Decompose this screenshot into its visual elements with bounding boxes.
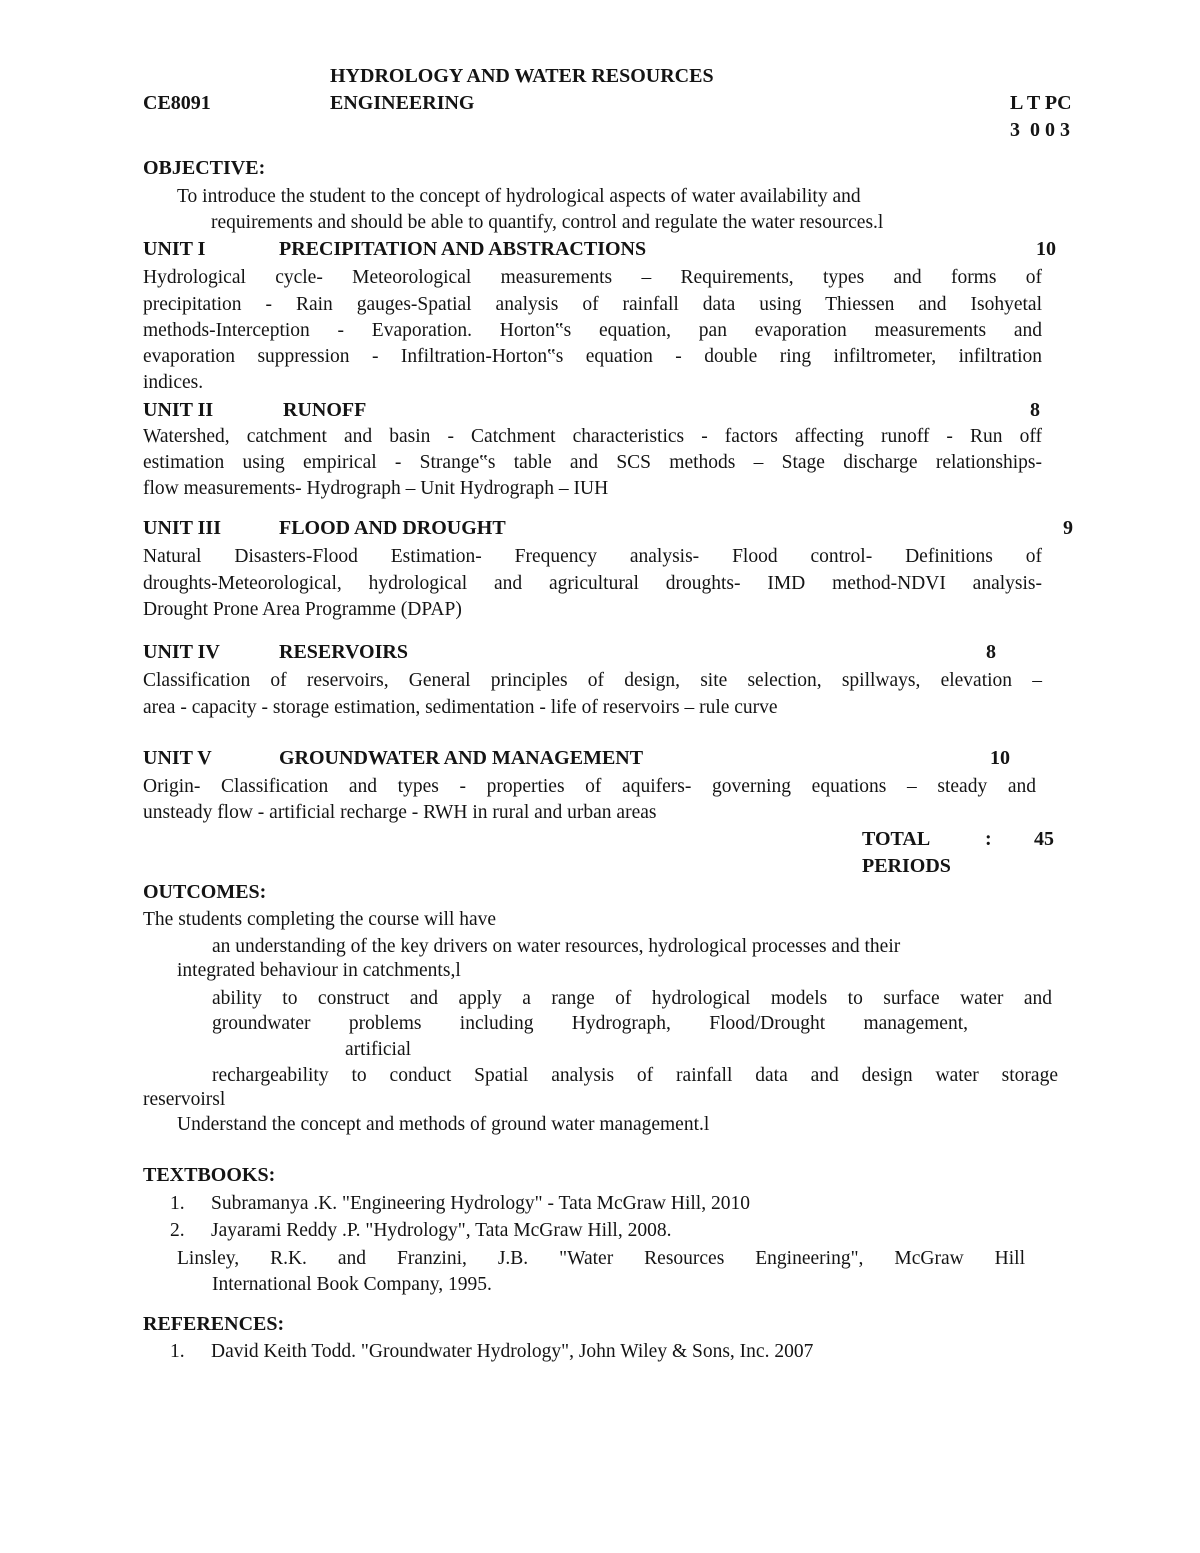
unit-text-line: precipitation - Rain gauges-Spatial analysis of rainfall data using Thiessen and Isohyetal: [143, 294, 1042, 315]
course-title-line1: HYDROLOGY AND WATER RESOURCES: [330, 65, 714, 87]
outcome-line: reservoirsl: [143, 1089, 226, 1110]
outcomes-heading: OUTCOMES:: [143, 881, 267, 903]
unit-text-line: Hydrological cycle- Meteorological measurements – Requirements, types and forms of: [143, 267, 1042, 288]
total-colon: :: [985, 828, 992, 850]
unit-text-line: flow measurements- Hydrograph – Unit Hydrograph – IUH: [143, 478, 609, 499]
textbook-item: Jayarami Reddy .P. "Hydrology", Tata McGraw Hill, 2008.: [211, 1220, 672, 1241]
course-code: CE8091: [143, 92, 211, 114]
objective-heading: OBJECTIVE:: [143, 157, 266, 179]
objective-line: requirements and should be able to quantify, control and regulate the water resources.l: [211, 212, 884, 233]
outcome-line: Understand the concept and methods of ground water management.l: [177, 1114, 710, 1135]
outcome-line: ability to construct and apply a range of hydrological models to surface water and: [212, 988, 1052, 1009]
unit-text-line: unsteady flow - artificial recharge - RWH in rural and urban areas: [143, 802, 657, 823]
unit-text-line: Classification of reservoirs, General principles of design, site selection, spillways, elevation –: [143, 670, 1042, 691]
unit-text-line: droughts-Meteorological, hydrological and agricultural droughts- IMD method-NDVI analysis-: [143, 573, 1042, 594]
course-title-line2: ENGINEERING: [330, 92, 475, 114]
textbook-item: Subramanya .K. "Engineering Hydrology" - Tata McGraw Hill, 2010: [211, 1193, 750, 1214]
unit-label: UNIT III: [143, 517, 221, 539]
outcome-line: an understanding of the key drivers on water resources, hydrological processes and their: [212, 936, 901, 957]
unit-hours: 9: [1063, 517, 1073, 539]
unit-title: RESERVOIRS: [279, 641, 408, 663]
unit-text-line: indices.: [143, 372, 204, 393]
textbook-item: Linsley, R.K. and Franzini, J.B. "Water Resources Engineering", McGraw Hill: [177, 1248, 1025, 1269]
outcome-line: integrated behaviour in catchments,l: [177, 960, 461, 981]
textbook-number: 2.: [170, 1220, 185, 1241]
unit-hours: 8: [986, 641, 996, 663]
outcome-line: artificial: [345, 1039, 412, 1060]
unit-text-line: Natural Disasters-Flood Estimation- Frequency analysis- Flood control- Definitions of: [143, 546, 1042, 567]
unit-hours: 10: [990, 747, 1010, 769]
unit-label: UNIT II: [143, 399, 214, 421]
unit-label: UNIT I: [143, 238, 206, 260]
total-label: TOTAL: [862, 828, 931, 850]
unit-text-line: area - capacity - storage estimation, sedimentation - life of reservoirs – rule curve: [143, 697, 778, 718]
objective-line: To introduce the student to the concept of hydrological aspects of water availability and: [177, 186, 861, 207]
outcomes-intro: The students completing the course will have: [143, 909, 497, 930]
total-periods: PERIODS: [862, 855, 951, 877]
unit-text-line: Watershed, catchment and basin - Catchment characteristics - factors affecting runoff - Run off: [143, 426, 1042, 447]
unit-label: UNIT V: [143, 747, 212, 769]
unit-text-line: evaporation suppression - Infiltration-Horton‟s equation - double ring infiltrometer, infiltration: [143, 346, 1042, 367]
reference-item: David Keith Todd. "Groundwater Hydrology", John Wiley & Sons, Inc. 2007: [211, 1341, 814, 1362]
references-heading: REFERENCES:: [143, 1313, 285, 1335]
reference-number: 1.: [170, 1341, 185, 1362]
ltpc-values: 3 0 0 3: [1010, 119, 1070, 141]
total-value: 45: [1034, 828, 1054, 850]
unit-title: RUNOFF: [283, 399, 367, 421]
unit-title: PRECIPITATION AND ABSTRACTIONS: [279, 238, 647, 260]
unit-text-line: Origin- Classification and types - properties of aquifers- governing equations – steady and: [143, 776, 1036, 797]
unit-text-line: Drought Prone Area Programme (DPAP): [143, 599, 462, 620]
unit-hours: 8: [1030, 399, 1040, 421]
unit-hours: 10: [1036, 238, 1056, 260]
outcome-line: rechargeability to conduct Spatial analysis of rainfall data and design water storage: [212, 1065, 1058, 1086]
outcome-line: groundwater problems including Hydrograph, Flood/Drought management,: [212, 1013, 968, 1034]
textbook-item: International Book Company, 1995.: [212, 1274, 492, 1295]
textbook-number: 1.: [170, 1193, 185, 1214]
unit-text-line: estimation using empirical - Strange‟s table and SCS methods – Stage discharge relationships-: [143, 452, 1042, 473]
textbooks-heading: TEXTBOOKS:: [143, 1164, 276, 1186]
unit-title: GROUNDWATER AND MANAGEMENT: [279, 747, 644, 769]
unit-title: FLOOD AND DROUGHT: [279, 517, 506, 539]
ltpc-label: L T PC: [1010, 92, 1072, 114]
unit-text-line: methods-Interception - Evaporation. Horton‟s equation, pan evaporation measurements and: [143, 320, 1042, 341]
unit-label: UNIT IV: [143, 641, 220, 663]
